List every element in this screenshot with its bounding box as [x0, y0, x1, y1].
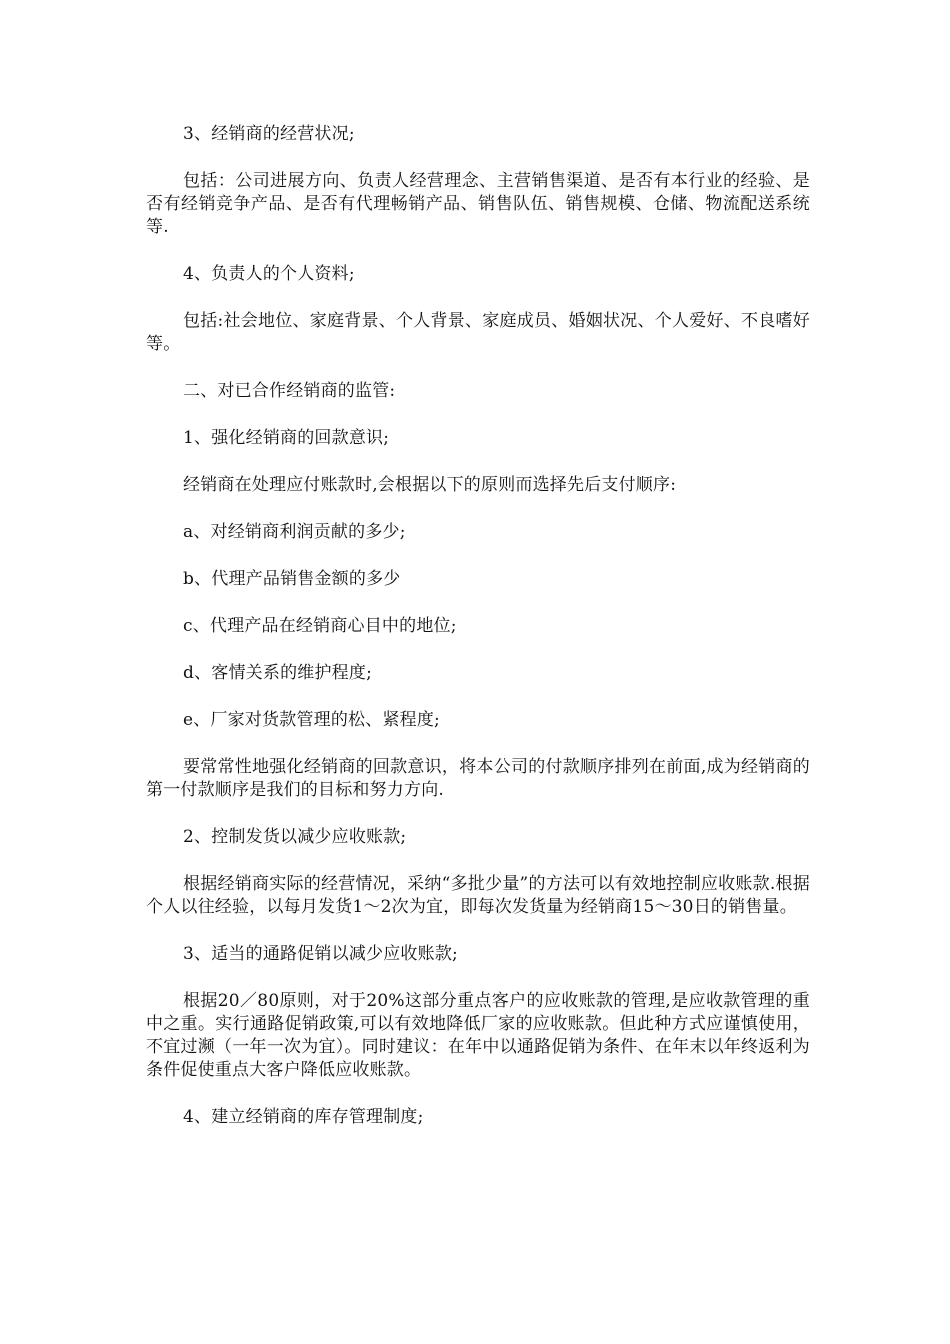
paragraph-payment-principles: 经销商在处理应付账款时,会根据以下的原则而选择先后支付顺序: [183, 475, 677, 495]
heading-control-shipping: 2、控制发货以减少应收账款; [183, 827, 407, 847]
paragraph-operations-details: 包括：公司进展方向、负责人经营理念、主营销售渠道、是否有本行业的经验、是否有经销竞争产品、是否有代理畅销产品、销售队伍、销售规模、仓储、物流配送系统等. [146, 171, 810, 237]
paragraph-payment-order: 要常常性地强化经销商的回款意识，将本公司的付款顺序排列在前面,成为经销商的第一付款顺序是我们的目标和努力方向. [146, 757, 810, 800]
list-item-d: d、客情关系的维护程度; [183, 663, 373, 683]
paragraph-promotion-details: 根据20／80原则，对于20%这部分重点客户的应收账款的管理,是应收款管理的重中之重。实行通路促销政策,可以有效地降低厂家的应收账款。但此种方式应谨慎使用，不宜过濒（一年一次为宜）。同时建议：在年中以通路促销为条件、在年末以年终返利为条件促使重点大客户降低应收账款。 [146, 991, 810, 1080]
list-item-c: c、代理产品在经销商心目中的地位; [183, 616, 457, 636]
heading-payment-awareness: 1、强化经销商的回款意识; [183, 428, 390, 448]
list-item-a: a、对经销商利润贡献的多少; [183, 522, 406, 542]
paragraph-personal-details: 包括:社会地位、家庭背景、个人背景、家庭成员、婚姻状况、个人爱好、不良嗜好等。 [146, 311, 810, 354]
heading-dealer-operations: 3、经销商的经营状况; [183, 124, 355, 144]
heading-channel-promotion: 3、适当的通路促销以减少应收账款; [183, 944, 458, 964]
document-body [146, 123, 810, 1129]
paragraph-shipping-details: 根据经销商实际的经营情况，采纳“多批少量”的方法可以有效地控制应收账款.根据个人以往经验，以每月发货1～2次为宜，即每次发货量为经销商15～30日的销售量。 [146, 874, 810, 917]
list-item-e: e、厂家对货款管理的松、紧程度; [183, 710, 440, 730]
heading-inventory-system: 4、建立经销商的库存管理制度; [183, 1107, 424, 1127]
list-item-b: b、代理产品销售金额的多少 [183, 569, 401, 589]
heading-personal-info: 4、负责人的个人资料; [183, 264, 355, 284]
heading-supervision: 二、对已合作经销商的监管: [183, 381, 396, 401]
